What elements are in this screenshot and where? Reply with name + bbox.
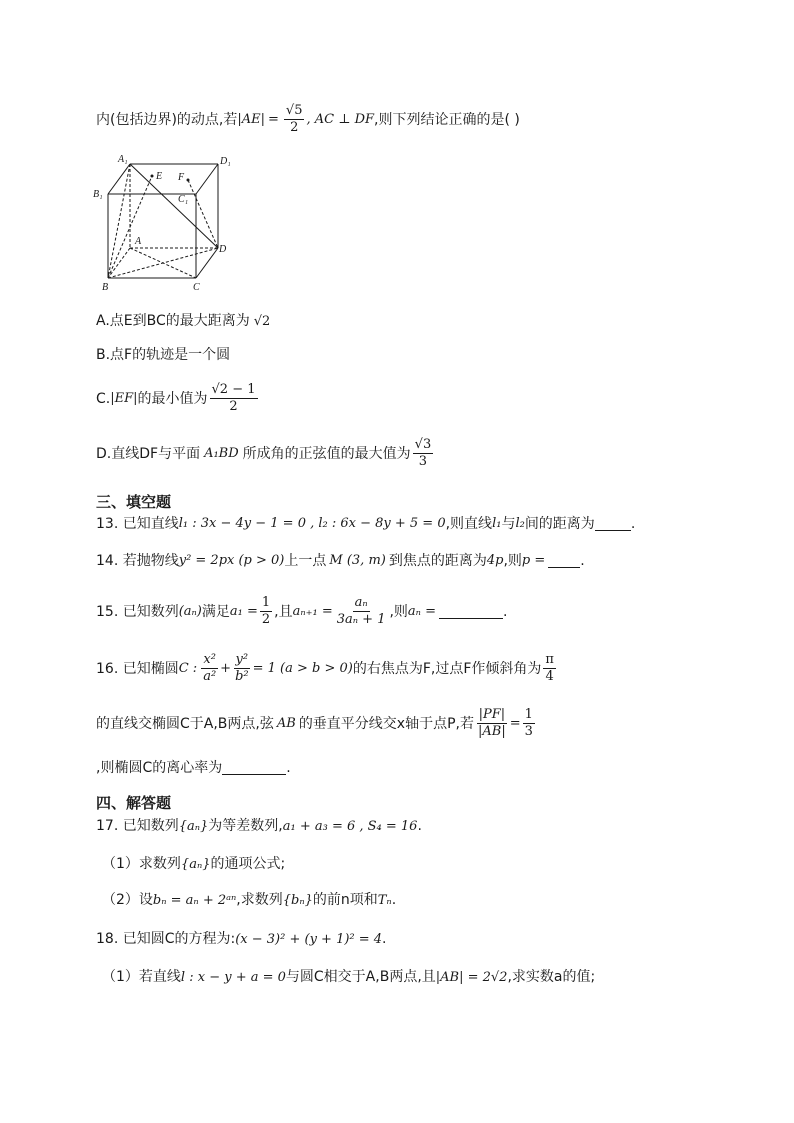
q16-plus: +: [220, 661, 232, 677]
q16-x-den: a²: [203, 669, 217, 685]
q17-part2: [102, 893, 396, 907]
q15-text: 15. 已知数列: [96, 603, 179, 620]
q15-mid: 满足: [201, 603, 230, 620]
edge-d-c: [196, 248, 218, 278]
label-b: B: [102, 282, 109, 293]
q16-line3-text: ,则椭圆C的离心率为: [96, 759, 223, 776]
q18: [96, 932, 387, 946]
option-b-text: B.点F的轨迹是一个圆: [96, 347, 231, 363]
q14-text: 14. 若抛物线: [96, 552, 179, 569]
q14-tail: .: [580, 552, 585, 569]
q16-eq2: =: [509, 716, 521, 732]
q18-p1b: 与圆C相交于A,B两点,且: [285, 969, 436, 985]
q13: [96, 516, 635, 531]
q14-point: M (3, m): [329, 553, 386, 568]
q17-sequence: {aₙ}: [178, 818, 209, 834]
q13-lines: l₁ : 3x − 4y − 1 = 0 , l₂ : 6x − 8y + 5 = 0: [178, 516, 446, 531]
q13-tail: .: [630, 515, 636, 532]
q13-mid: ,则直线: [445, 515, 493, 532]
point-e: [151, 175, 154, 178]
section-4-title: 四、解答题: [96, 794, 172, 812]
q14-parabola: y² = 2px (p > 0): [178, 553, 285, 568]
q18-text: 18. 已知圆C的方程为:: [96, 931, 236, 947]
intro-condition: , AC ⊥ DF: [306, 112, 375, 128]
point-f: [187, 179, 190, 182]
q15: [96, 596, 507, 628]
q17-p2: （2）设: [102, 892, 153, 908]
q18-circle-eq: (x − 3)² + (y + 1)² = 4: [235, 931, 383, 947]
q16-ratio-frac: [476, 708, 508, 740]
q17-p2b: ,求数列: [236, 892, 283, 908]
q13-mid2: 与: [501, 515, 516, 532]
q15-mid2: ,且: [274, 603, 293, 620]
q16-ratio-num: |PF|: [477, 708, 508, 724]
q18-part1: [102, 970, 595, 984]
q16-y-num: y²: [234, 653, 251, 669]
intro-suffix: ,则下列结论正确的是( ): [374, 111, 520, 128]
intro-ae: |AE|: [237, 112, 266, 128]
q16-y-den: b²: [235, 669, 249, 685]
intro-frac-den: 2: [290, 120, 299, 136]
intro-eq: =: [268, 112, 279, 128]
q13-blank[interactable]: [595, 516, 631, 531]
line-f-d: [188, 180, 218, 248]
q15-sequence: (aₙ): [178, 604, 202, 620]
q16-angle-frac: [543, 653, 556, 685]
q16-third-den: 3: [524, 724, 533, 740]
q17-tail: .: [417, 818, 422, 834]
q14: [96, 553, 585, 568]
option-d-den: 3: [418, 454, 428, 470]
label-c: C: [193, 282, 200, 293]
q17-p1-end: 的通项公式;: [210, 856, 286, 872]
q16-line2: [96, 708, 537, 740]
q16-angle-den: 4: [545, 669, 554, 685]
label-b1: B₁: [93, 189, 103, 200]
q14-end: ,则: [503, 552, 522, 569]
q16-angle-num: π: [543, 653, 556, 669]
label-e: E: [156, 171, 163, 182]
q15-result: aₙ =: [407, 604, 436, 620]
q18-tail: .: [382, 931, 387, 947]
label-d: D: [219, 244, 227, 255]
option-a-value: √2: [253, 313, 271, 329]
q18-p1c: ,求实数a的值;: [507, 969, 596, 985]
option-b: [96, 348, 230, 362]
option-c-num: √2 − 1: [210, 383, 258, 399]
cube-figure: [90, 150, 240, 295]
q17-bn-seq: {bₙ}: [282, 892, 313, 908]
q14-p: p =: [521, 553, 546, 568]
q15-rec-num: aₙ: [353, 596, 370, 612]
option-d-plane: A₁BD: [204, 446, 239, 462]
option-d-text: D.直线DF与平面: [96, 445, 201, 462]
intro-fraction: [284, 104, 305, 136]
q17-p2c: 的前n项和: [312, 892, 378, 908]
option-a: [96, 314, 270, 328]
q15-tail: .: [502, 603, 508, 620]
option-d: [96, 438, 435, 470]
q16-third-frac: [523, 708, 535, 740]
option-d-fraction: [413, 438, 434, 470]
q16-ratio-den: |AB|: [478, 724, 506, 740]
q16-ellipse-eq: = 1 (a > b > 0): [252, 661, 353, 677]
q14-distance: 4p: [486, 553, 504, 568]
q17: [96, 819, 422, 833]
option-c-den: 2: [229, 399, 238, 415]
option-a-text: A.点E到BC的最大距离为: [96, 313, 250, 329]
q18-p1: （1）若直线: [102, 969, 181, 985]
line-a1-d: [130, 164, 218, 248]
q14-mid: 上一点: [284, 552, 327, 569]
label-c1: C₁: [178, 194, 189, 205]
q16-line3: [96, 760, 291, 775]
q17-p1-seq: {aₙ}: [180, 856, 211, 872]
option-c: [96, 383, 260, 415]
q16-text: 16. 已知椭圆: [96, 660, 179, 677]
label-a1: A₁: [118, 154, 128, 165]
q14-blank[interactable]: [548, 553, 580, 568]
option-c-prefix: C.: [96, 390, 111, 407]
q15-half: [260, 596, 272, 628]
q17-text: 17. 已知数列: [96, 818, 179, 834]
q16-y-frac: [233, 653, 251, 685]
q15-an1: aₙ₊₁ =: [292, 604, 333, 620]
q16-third-num: 1: [523, 708, 535, 724]
option-c-ef: |EF|: [110, 391, 138, 407]
label-f: F: [178, 172, 185, 183]
q17-part1: [102, 857, 285, 871]
q17-mid: 为等差数列,: [208, 818, 283, 834]
intro-line: [96, 104, 520, 136]
q15-a1: a₁ =: [229, 604, 258, 620]
q16-line2-text: 的直线交椭圆C于A,B两点,弦: [96, 715, 274, 732]
option-c-fraction: [210, 383, 258, 415]
line-a-c: [130, 248, 196, 278]
q18-line: l : x − y + a = 0: [180, 969, 286, 985]
option-d-text2: 所成角的正弦值的最大值为: [242, 445, 411, 462]
q15-blank[interactable]: [439, 604, 503, 619]
q17-bn: bₙ = aₙ + 2ᵃⁿ: [152, 892, 237, 908]
section-3-title: 三、填空题: [96, 493, 172, 511]
q15-half-den: 2: [261, 612, 271, 628]
q14-mid2: 到焦点的距离为: [388, 552, 487, 569]
line-a1-b: [108, 164, 130, 278]
q15-end: ,则: [389, 603, 408, 620]
label-a: A: [135, 236, 142, 247]
q17-p1: （1）求数列: [102, 856, 181, 872]
q15-recurrence: [335, 596, 388, 628]
q13-l1: l₁: [492, 516, 502, 531]
q16-c: C :: [178, 661, 198, 677]
q16-line1: [96, 653, 558, 685]
q13-end: 间的距离为: [524, 515, 595, 532]
q16-x-frac: [201, 653, 218, 685]
q17-tn: Tₙ: [377, 892, 392, 908]
intro-prefix: 内(包括边界)的动点,若: [96, 111, 238, 128]
q16-ab: AB: [276, 716, 296, 732]
q16-x-num: x²: [201, 653, 218, 669]
q15-half-num: 1: [260, 596, 272, 612]
q17-p2d: .: [391, 892, 397, 908]
q18-ab: |AB| = 2√2: [435, 969, 508, 985]
q16-line2b-text: 的垂直平分线交x轴于点P,若: [298, 715, 474, 732]
q17-condition: a₁ + a₃ = 6 , S₄ = 16: [282, 818, 418, 834]
q15-rec-den: 3aₙ + 1: [336, 612, 386, 628]
option-c-text: 的最小值为: [137, 390, 208, 407]
label-d1: D₁: [220, 156, 231, 167]
q13-text: 13. 已知直线: [96, 515, 179, 532]
option-d-num: √3: [413, 438, 434, 454]
q16-tail: .: [286, 759, 291, 776]
q16-mid: 的右焦点为F,过点F作倾斜角为: [352, 660, 542, 677]
q13-l2: l₂: [515, 516, 525, 531]
intro-frac-num: √5: [284, 104, 305, 120]
edge-d1-c1: [196, 164, 218, 194]
q16-blank[interactable]: [222, 760, 286, 775]
